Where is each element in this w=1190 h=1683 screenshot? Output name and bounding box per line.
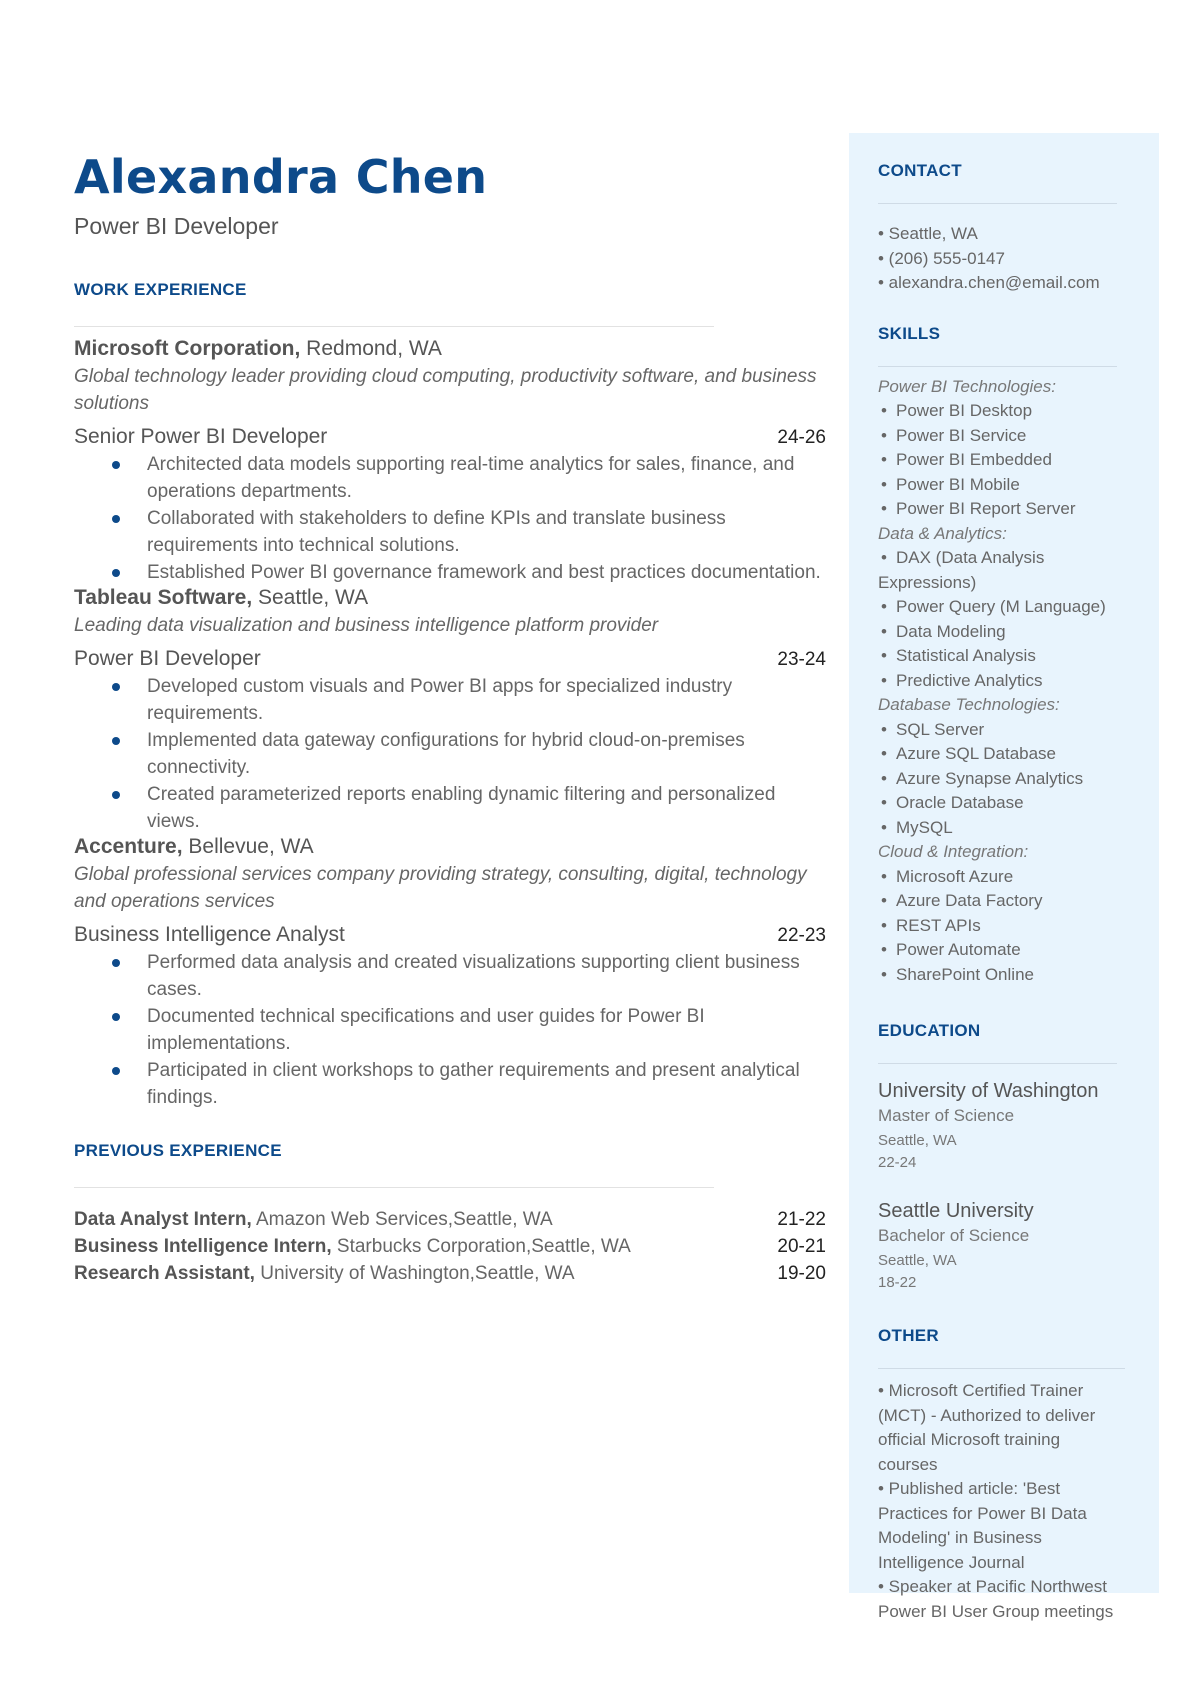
skill-item: • DAX (Data Analysis [881,548,1045,567]
skill-item: • Predictive Analytics [881,670,1043,690]
section-divider [74,1187,714,1188]
contact-email: • alexandra.chen@email.com [878,273,1100,292]
achievement-item: Performed data analysis and created visualizations supporting client business cases. [74,949,826,1003]
achievement-item: Established Power BI governance framework and best practices documentation. [74,559,826,586]
skill-item: • Azure SQL Database [881,744,1057,763]
education-entry [878,1080,1138,1174]
section-divider [878,366,1117,367]
section-divider [878,203,1117,204]
company-line [74,337,826,361]
role-years: 23-24 [777,649,826,671]
skill-item: • Power BI Desktop [881,401,1033,420]
achievement-item: Implemented data gateway configurations for hybrid cloud-on-premises connectivity. [74,727,826,781]
other-line: • Speaker at Pacific Northwest [878,1577,1107,1596]
role-years: 22-23 [777,925,826,947]
bullet-dot-icon [112,515,120,523]
other-line: courses [878,1454,938,1474]
contact-location: • Seattle, WA [878,224,978,243]
skill-item: • Azure Data Factory [881,891,1043,910]
education-heading: EDUCATION [878,1021,981,1040]
company-location: Seattle, WA [258,586,369,610]
skill-item: • Statistical Analysis [881,646,1036,665]
company-name: Accenture, [74,835,183,859]
skill-item: • Power BI Mobile [881,474,1020,494]
bullet-dot-icon [112,791,120,799]
company-name: Microsoft Corporation, [74,337,301,361]
skill-item: • Oracle Database [881,793,1024,812]
company-line [74,835,826,859]
bullet-dot-icon [112,959,120,967]
company-name: Tableau Software, [74,586,253,610]
section-divider [878,1368,1125,1369]
contact-phone: • (206) 555-0147 [878,248,1005,268]
skill-item: • MySQL [881,817,953,837]
bullet-dot-icon [112,737,120,745]
achievement-item: Created parameterized reports enabling dynamic filtering and personalized views. [74,781,826,835]
school-years: 22-24 [878,1154,917,1171]
school-location: Seattle, WA [878,1252,957,1269]
contact-heading: CONTACT [878,161,962,180]
school-name: Seattle University [878,1200,1034,1222]
skill-item: • SQL Server [881,719,985,739]
candidate-title: Power BI Developer [74,213,279,240]
job-entry [74,835,826,1111]
section-divider [878,1063,1117,1064]
company-description: Global technology leader providing cloud computing, productivity software, and business solutions [74,366,817,415]
achievement-item: Participated in client workshops to gather requirements and present analytical findings. [74,1057,826,1111]
other-line: • Published article: 'Best [878,1479,1061,1498]
skill-item: • Data Modeling [881,621,1006,641]
bullet-dot-icon [112,1067,120,1075]
contact-list [878,222,1138,296]
role-line [74,923,826,947]
bullet-dot-icon [112,1013,120,1021]
role-years: 24-26 [777,427,826,449]
section-divider [74,326,714,327]
skill-item: • Power Query (M Language) [881,597,1106,616]
job-entry [74,586,826,835]
other-line: Practices for Power BI Data [878,1503,1087,1523]
role-title: Senior Power BI Developer [74,425,328,449]
achievement-item: Developed custom visuals and Power BI apps for specialized industry requirements. [74,673,826,727]
skill-item-wrap: Expressions) [878,572,977,592]
school-name: University of Washington [878,1080,1099,1102]
previous-experience-heading: PREVIOUS EXPERIENCE [74,1141,282,1161]
work-experience-heading: WORK EXPERIENCE [74,280,247,300]
job-entry [74,337,826,586]
school-location: Seattle, WA [878,1132,957,1149]
skill-item: • SharePoint Online [881,964,1034,984]
achievement-list [74,451,826,586]
role-title: Business Intelligence Analyst [74,923,345,947]
previous-experience-list [74,1206,826,1287]
bullet-dot-icon [112,569,120,577]
skill-category: Power BI Technologies: [878,376,1056,396]
skill-item: • Power BI Embedded [881,450,1052,469]
other-line: Power BI User Group meetings [878,1601,1114,1621]
other-line: official Microsoft training [878,1430,1061,1449]
achievement-item: Collaborated with stakeholders to define KPIs and translate business requirements into technical solutions. [74,505,826,559]
education-entry [878,1200,1138,1294]
role-line [74,425,826,449]
school-years: 18-22 [878,1274,917,1291]
skill-category: Database Technologies: [878,695,1060,714]
bullet-dot-icon [112,461,120,469]
previous-item: Data Analyst Intern, Amazon Web Services,Seattle, WA 21-22 [74,1209,826,1231]
company-line [74,586,826,610]
company-description: Leading data visualization and business intelligence platform provider [74,615,659,637]
company-location: Redmond, WA [306,337,442,361]
other-heading: OTHER [878,1326,939,1345]
skill-item: • REST APIs [881,915,981,935]
other-line: Intelligence Journal [878,1552,1025,1572]
other-list [878,1379,1138,1624]
skill-item: • Power Automate [881,940,1021,959]
achievement-item: Architected data models supporting real-time analytics for sales, finance, and operations departments. [74,451,826,505]
skill-item: • Power BI Service [881,425,1027,445]
role-title: Power BI Developer [74,647,261,671]
company-location: Bellevue, WA [188,835,314,859]
sidebar [878,133,1138,1624]
achievement-list [74,673,826,835]
skill-item: • Microsoft Azure [881,866,1014,886]
candidate-name: Alexandra Chen [74,150,488,204]
other-line: Modeling' in Business [878,1528,1042,1547]
skills-list [878,375,1138,988]
achievement-item: Documented technical specifications and user guides for Power BI implementations. [74,1003,826,1057]
skill-item: • Azure Synapse Analytics [881,768,1084,788]
other-line: (MCT) - Authorized to deliver [878,1405,1096,1425]
skill-item: • Power BI Report Server [881,499,1076,518]
previous-item: Research Assistant, University of Washington,Seattle, WA 19-20 [74,1263,826,1285]
skill-category: Cloud & Integration: [878,842,1029,861]
role-line [74,647,826,671]
bullet-dot-icon [112,683,120,691]
skills-heading: SKILLS [878,323,941,343]
company-description: Global professional services company providing strategy, consulting, digital, technology and operations services [74,864,807,913]
skill-category: Data & Analytics: [878,523,1007,543]
previous-item: Business Intelligence Intern, Starbucks Corporation,Seattle, WA 20-21 [74,1236,826,1258]
degree: Master of Science [878,1106,1015,1125]
main-column [74,150,826,1287]
other-line: • Microsoft Certified Trainer [878,1381,1084,1400]
degree: Bachelor of Science [878,1226,1030,1245]
achievement-list [74,949,826,1111]
